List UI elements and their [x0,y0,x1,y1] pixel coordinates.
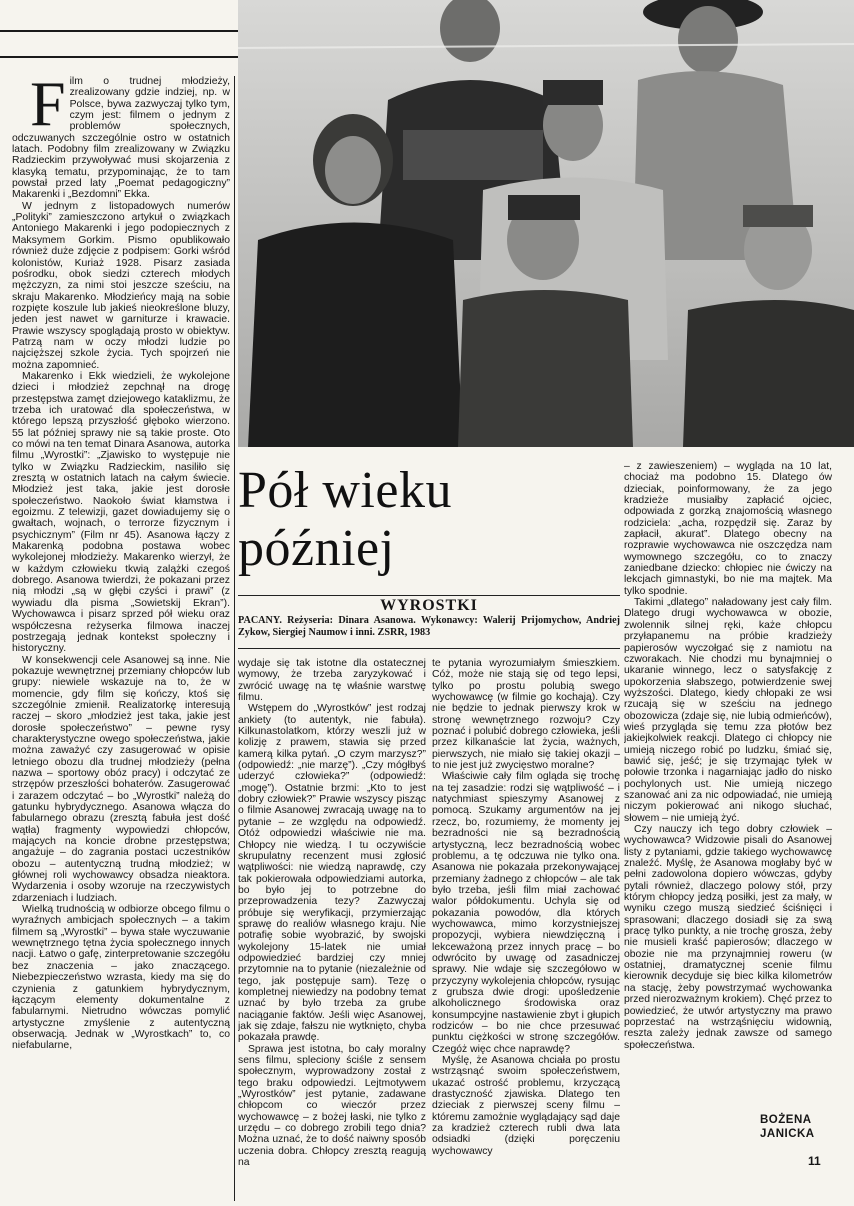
headline-line-1: Pół wieku [238,462,452,519]
film-title: WYROSTKI [380,597,478,614]
top-rule-2 [0,56,238,58]
paragraph: Właściwie cały film ogląda się trochę na tej zasadzie: rodzi się wątpliwość – i natychmiast spieszymy Asanowej z pomocą. Szukamy argumentów na jej rzecz, bo, rozumiemy, że momenty jej bezradności nie są bezradnością artystyczną, lecz bezradnością wobec problemu, a tę odczuwa nie tylko ona. Asanowa nie pokazała przekonywającej przemiany żadnego z chłopców – ale tak było trzeba, jeśli film miał zachować walor półdokumentu. Uchyla się od pokazania powodów, dla których wychowawca, mimo korzystniejszej propozycji, wybiera niewdzięczną i lekceważoną przez innych pracę – bo odwrócito by uwagę od zasadniczej sprawy. Nie wdaje się szczegółowo w przyczyny wykolejenia chłopców, rysując z grubsza dwie drogi: upośledzenie alkoholicznego środowiska oraz konsumpcyjne nastawienie zbyt i głupich rodziców – bo nie chce przesuwać punktu ciężkości w stronę szczegółów. Czegóż więc chce naprawdę? [432,771,620,1055]
paragraph: Makarenko i Ekk wiedzieli, że wykolejone dzieci i młodzież zepchnął na drogę przestępstwa zamęt dziejowego kataklizmu, że trzeba ich uratować dla społeczeństwa, w którego lepszą przyszłość głęboko wierzono. 55 lat później sprawy nie są takie proste. Oto co mówi na ten temat Dinara Asanowa, autorka filmu „Wyrostki”: „Zjawisko to występuje nie tylko w Związku Radzieckim, nasiliło się zresztą w ostatnich latach na całym świecie. Młodzież jest taka, jakie jest dorosłe społeczeństwo. Naokoło świat kłamstwa i egoizmu. Z telewizji, gazet dowiadujemy się o gwałtach, wojnach, o terrorze fizycznym i psychicznym” (Film nr 45). Asanowa łączy z Makarenką podobna postawa wobec wykolejonej młodzieży. Makarenko wierzył, że w każdym człowieku tkwią zalążki czegoś dobrego. Asanowa twierdzi, że pokazani przez nią młodzi „są w głębi czyści i prawi” (z wywiadu dla pisma „Sowietskij Ekran”). Wychowawca i pisarz sprzed pół wieku oraz współczesna reżyserka filmowa inaczej postrzegają jednak kontekst społeczny i historyczny. [12,370,230,655]
author-first-name: BOŻENA [760,1114,812,1126]
paragraph: Wielką trudnością w odbiorze obcego filmu o wyraźnych ambicjach społecznych – a takim filmem są „Wyrostki” – bywa stałe wyczuwanie wewnętrznego tętna życia społecznego innych nacji. Łatwo o gafę, zinterpretowanie szczegółu bez znaczenia – jako znaczącego. Niebezpieczeństwo wzrasta, kiedy ma się do czynienia z gatunkiem hybrydycznym, łączącym elementy dokumentalne z fabularnymi. Nietrudno wówczas pomylić artystyczne zmyślenie z autentyczną obserwacją. Jednak w „Wyrostkach” to, co niefabularne, [12,904,230,1052]
article-column-1 [12,76,230,1198]
paragraph: Wstępem do „Wyrostków” jest rodzaj ankiety (to autentyk, nie fabuła). Kilkunastolatkom, którzy weszli już w kolizję z prawem, stawia się przed kamerą kilka pytań. „O czym marzysz?” (odpowiedź: „nie marzę”). „Czy mógłbyś uderzyć człowieka?” (odpowiedź: „mogę”). Ostatnie brzmi: „Kto to jest dobry człowiek?” Prawie wszyscy pisząc o filmie Asanowej zwracają uwagę na to pytanie – ze względu na odpowiedź. Otóż odpowiedzi właściwie nie ma. Chłopcy nie wiedzą. I tu oczywiście skrupulatny recenzent musi zgłosić wątpliwości: nie wiedzą naprawdę, czy tak pokierowała odpowiedziami autorka, bo było jej to potrzebne do przeprowadzenia tezy? Zazwyczaj próbuje się weryfikacji, przymierzając sprawę do realiów własnego kraju. Nie potrafię sobie wyobrazić, by swojski wykolejony 15-latek nie umiał odpowiedzieć bardziej czy mniej przytomnie na to pytanie (niezależnie od tego, jak postępuje sam). Tezę o kompletnej niewiedzy na podobny temat uznać by było trzeba za grube naciąganie faktów. Jeśli więc Asanowej, jak się zdaje, fałszu nie wytknięto, chyba pokazała prawdę. [238,703,426,1044]
paragraph: te pytania wyrozumiałym śmieszkiem. Cóż, może nie stają się od tego lepsi, tylko po prostu polubią swego wychowawcę (w filmie go kochają). Czy nie będzie to jednak pierwszy krok w stronę wewnętrznego rozwoju? Czy poznać i polubić dobrego człowieka, jeśli przez kilkanaście lat życia, ważnych, pierwszych, nie miało się takiej okazji – to nie jest już zwycięstwo moralne? [432,658,620,772]
article-column-3 [432,658,620,1203]
author-signature [760,1113,842,1141]
paragraph: – z zawieszeniem) – wygląda na 10 lat, chociaż ma podobno 15. Dlatego ów dzieciak, poinformowany, że za jego kradzieże musiałby zapłacić ojciec, odpowiada z gorzką znajomością własnego rodziciela: „acha, rozpędził się. Zaraz by zapłacił, akurat”. Dlatego obecny na rozprawie wychowawca nie oszczędza nam wymownego szczegółu, co to znaczy zaniedbane dziecko: chłopiec nie ćwiczy na lekcjach gimnastyki, bo nie ma majtek. Ma tylko spodnie. [624,461,832,597]
article-column-4 [624,461,832,1101]
paragraph: W jednym z listopadowych numerów „Polityki” zamieszczono artykuł o związkach Antoniego Makarenki i jego podopiecznych z Maksymem Gorkim. Pismo opublikowało również duże zdjęcie z podpisem: Gorki wśród kolonistów, Kuriaż 1928. Pisarz zasiada pośrodku, obok siedzi czterech młodych mężczyzn, za nimi stoi jeszcze sześciu, na skraju Makarenko. Młodzieńcy mają na sobie rozpięte koszule lub jakieś nieokreślone bluzy, jeden jest nawet w garniturze i krawacie. Prawie wszyscy spoglądają prosto w obiektyw. Patrzą nam w oczy młodzi ludzie po najcięższej szkole życia. Tych spojrzeń nie można zapomnieć. [12,200,230,371]
paragraph: Takimi „dlatego” naładowany jest cały film. Dlatego drugi wychowawca w obozie, zwolennik silnej ręki, każe chłopcu przyłapanemu na próbie kradzieży papierosów wyczołgać się z namiotu na czworakach. Nie chodzi mu bynajmniej o ukaranie winnego, lecz o satysfakcję z upokorzenia słabszego, potwierdzenie swej wyższości. Dlatego, kiedy chłopaki ze wsi rzucają się w sześciu na jednego obozowicza (zdaje się, nie lubią odmieńców), wieś przygląda się temu zza płotów bez jakiejkolwiek reakcji. Dlatego ci chłopcy nie umieją niczego robić po ludzku, śmiać się, bawić się, jeść; je się trzymając tyłek w połowie trzonka i nagarniając jadło do nisko pochylonych ust. Nie umieją niczego szanować ani za nic odpowiadać, nie umieją niczym pokierować ani nikogo słuchać, słowem – nie umieją żyć. [624,597,832,824]
top-rule [0,30,238,32]
headline-line-2: później [238,520,395,577]
paragraph: wydaje się tak istotne dla ostatecznej wymowy, że trzeba zaryzykować i zwrócić uwagę na tę właśnie warstwę filmu. [238,658,426,704]
author-last-name: JANICKA [760,1128,815,1140]
drop-cap: F [30,76,66,139]
article-column-2 [238,658,426,1203]
film-still-photo [238,0,854,447]
paragraph: W konsekwencji cele Asanowej są inne. Nie pokazuje wewnętrznej przemiany chłopców lub grupy: niewiele wskazuje na to, że w momencie, gdy film się kończy, ktoś się szczególnie zmienił. Realizatorkę interesują raczej – skoro „młodzież jest taka, jakie jest dorosłe społeczeństwo” – pewne rysy charakterystyczne owego społeczeństwa, jakie można zaważyć czy zasugerować w opisie letniego obozu dla trudnej młodzieży (pełna nazwa – sportowy obóz pracy) i odczytać ze strzępów przeszłości bohaterów. Zasugerować i zarazem odczytać – bo „Wyrostki” należą do gatunku hybrydycznego. Asanowa włącza do fabularnego obrazu (zresztą fabuła jest dość wątła) fragmenty wypowiedzi chłopców, mających na koncie drobne przestępstwa; angażuje – do zagrania postaci uczestników obozu – autentyczną trudną młodzież; w głównej roli wychowawcy obsadza nieaktora. Wydarzenia i osoby wzoruje na rzeczywistych zdarzeniach i ludziach. [12,654,230,904]
title-rule [238,595,620,596]
column-divider [234,76,235,1201]
film-credits: PACANY. Reżyseria: Dinara Asanowa. Wykonawcy: Walerij Prijomychow, Andriej Zykow, Siergiej Naumow i inni. ZSRR, 1983 [238,615,620,639]
headline [238,462,618,578]
paragraph: Sprawa jest istotna, bo cały moralny sens filmu, spleciony ściśle z sensem społecznym, wyprowadzony został z tego braku odpowiedzi. Lejtmotywem „Wyrostków” jest pytanie, zadawane chłopcom co wieczór przez wychowawcę – z bożej łaski, nie tylko z urzędu – co dobrego zrobili tego dnia? Można uznać, że to dość naiwny sposób uczenia dobra. Chłopcy zresztą reagują na [238,1043,426,1169]
paragraph: ilm o trudnej młodzieży, zrealizowany gdzie indziej, np. w Polsce, bywa zazwyczaj tylko tym, czym jest: filmem o jednym z problemów społecznych, odczuwanych szczególnie ostro w ostatnich latach. Podobny film zrealizowany w Związku Radzieckim przywoływać musi skojarzenia z klasyką tematu, przypominając, że to tam powstał przed laty „Poemat pedagogiczny” Makarenki i „Bezdomni” Ekka. [12,76,230,201]
page-number: 11 [808,1154,821,1168]
paragraph: Myślę, że Asanowa chciała po prostu wstrząsnąć swoim społeczeństwem, ukazać ostrość problemu, krzyczącą drastyczność zjawiska. Dlatego ten dzieciak z pierwszej sceny filmu – któremu zamożnie wyglądający sąd daje za kradzież czterech rubli dwa lata odsiadki (dzięki poręczeniu wychowawcy [432,1055,620,1157]
group-portrait-image [238,0,854,447]
paragraph: Czy nauczy ich tego dobry człowiek – wychowawca? Widzowie pisali do Asanowej listy z pytaniami, gdzie takiego wychowawcę znaleźć. Myślę, że Asanowa mogłaby być w pełni zadowolona dopiero wówczas, gdyby pytali również, dlaczego polowy stół, przy którym chłopcy jedzą posiłki, jest za mały, w wyniku czego muszą siedzieć ściśnięci i sprasowani; dlaczego dosiadł się za swą pracę tylko punkty, a nie trochę grosza, żeby nie musieli kraść papierosów; dlaczego w obozie nie ma przynajmniej roweru (w ostatniej, dramatycznej scenie filmu kierownik decyduje się biec kilka kilometrów na stację, żeby powstrzymać wychowanka przed nierozważnym krokiem). Chęć przez to powiedzieć, że utwór artystyczny ma prawo poprzestać na wstrząśnięciu widownią, reszta zależy jednak zawsze od samego społeczeństwa. [624,824,832,1051]
credits-rule [238,648,620,649]
